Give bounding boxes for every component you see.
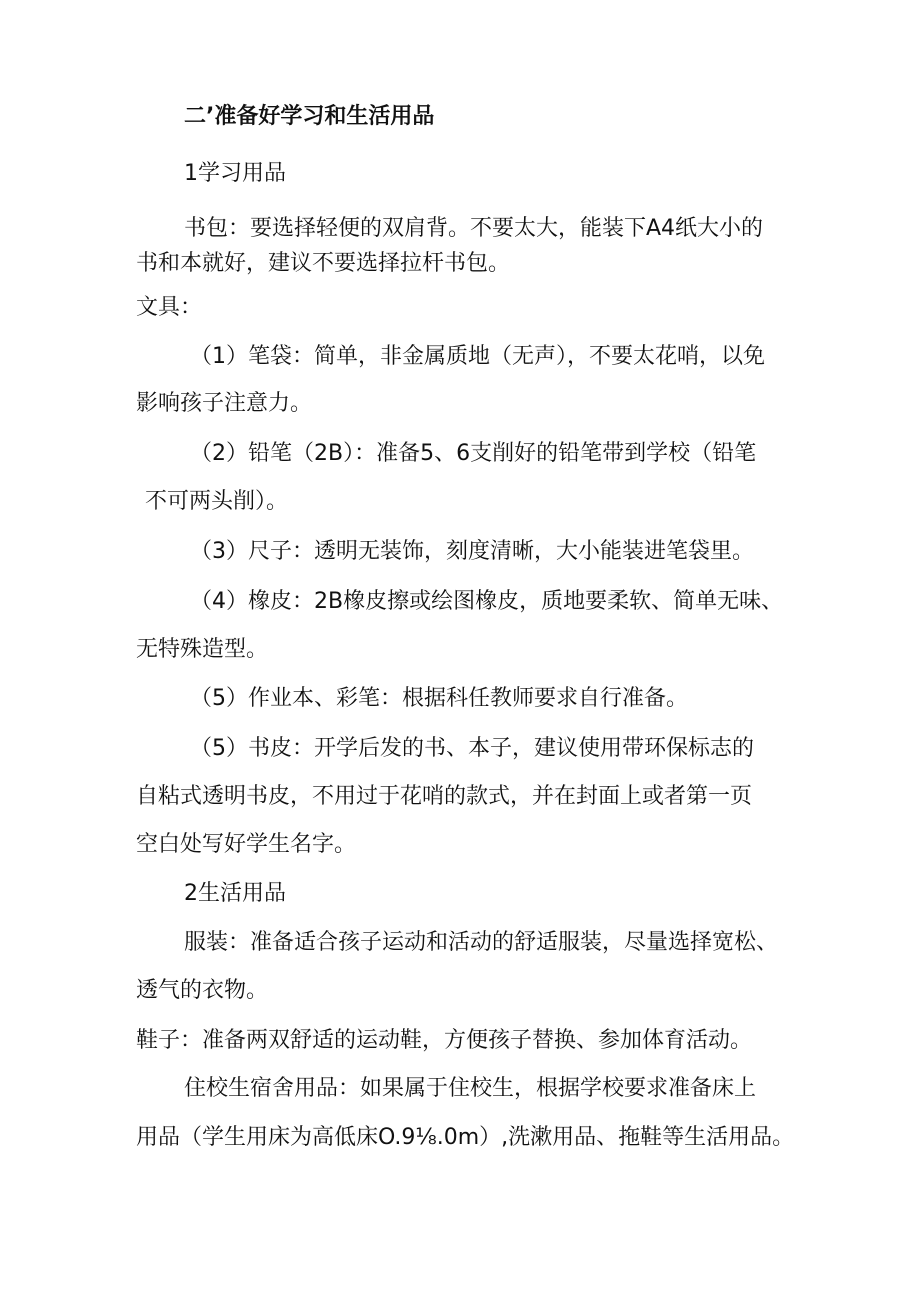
- shoes-paragraph: 鞋子：准备两双舒适的运动鞋，方便孩子替换、参加体育活动。: [136, 1028, 753, 1053]
- subsection-title-study: 1学习用品: [184, 161, 286, 186]
- bag-paragraph-line1: 书包：要选择轻便的双肩背。不要太大，能装下A4纸大小的: [184, 216, 764, 241]
- clothes-paragraph-line2: 透气的衣物。: [136, 978, 269, 1003]
- item-ruler: （3）尺子：透明无装饰，刻度清晰，大小能装进笔袋里。: [190, 539, 754, 564]
- subsection-title-life: 2生活用品: [184, 881, 286, 906]
- bag-paragraph-line2: 书和本就好，建议不要选择拉杆书包。: [136, 251, 511, 276]
- dorm-paragraph-line1: 住校生宿舍用品：如果属于住校生，根据学校要求准备床上: [184, 1076, 757, 1101]
- item-pencil-case-line2: 影响孩子注意力。: [136, 391, 313, 416]
- item-book-cover-line3: 空白处写好学生名字。: [136, 832, 357, 857]
- item-eraser-line1: （4）橡皮：2B橡皮擦或绘图橡皮，质地要柔软、简单无味、: [190, 589, 784, 614]
- dorm-paragraph-line2: 用品（学生用床为高低床O.9⅛.0m）,洗漱用品、拖鞋等生活用品。: [136, 1125, 795, 1150]
- item-pencil-case-line1: （1）笔袋：简单，非金属质地（无声），不要太花哨，以免: [190, 344, 765, 369]
- item-book-cover-line1: （5）书皮：开学后发的书、本子，建议使用带环保标志的: [190, 736, 754, 761]
- section-title: 二’准备好学习和生活用品: [184, 104, 435, 129]
- item-eraser-line2: 无特殊造型。: [136, 637, 269, 662]
- clothes-paragraph-line1: 服装：准备适合孩子运动和活动的舒适服装，尽量选择宽松、: [184, 930, 779, 955]
- item-notebook: （5）作业本、彩笔：根据科任教师要求自行准备。: [190, 686, 688, 711]
- item-pencil-line2: 不可两头削）。: [145, 489, 289, 514]
- item-pencil-line1: （2）铅笔（2B）：准备5、6支削好的铅笔带到学校（铅笔: [190, 441, 757, 466]
- item-book-cover-line2: 自粘式透明书皮，不用过于花哨的款式，并在封面上或者第一页: [136, 784, 753, 809]
- stationery-label: 文具：: [136, 295, 203, 320]
